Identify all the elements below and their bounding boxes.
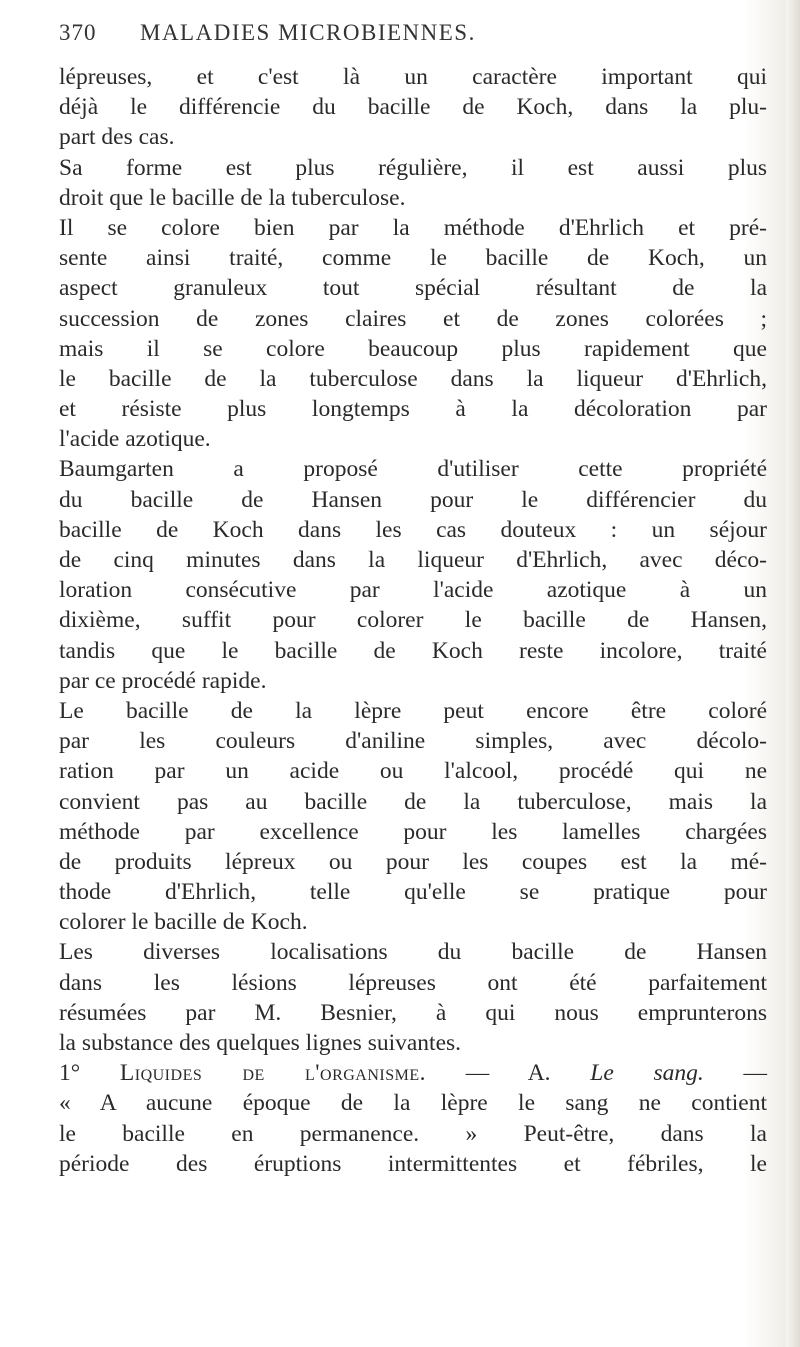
text-line: sente ainsi traité, comme le bacille de Koch, un (59, 245, 767, 272)
text-line: tandis que le bacille de Koch reste incolore, traité (59, 637, 767, 664)
text-line: déjà le différencie du bacille de Koch, dans la plu- (59, 94, 767, 121)
text-line: de produits lépreux ou pour les coupes est la mé- (59, 848, 767, 875)
text-line: par ce procédé rapide. (59, 667, 267, 694)
text-line: Sa forme est plus régulière, il est aussi plus (59, 154, 767, 181)
text-line: convient pas au bacille de la tuberculose, mais la (59, 788, 767, 815)
section-heading-line (59, 1058, 767, 1088)
section-number: 1° (59, 1060, 81, 1087)
text-line: « A aucune époque de la lèpre le sang ne contient (59, 1090, 767, 1117)
text-line: thode d'Ehrlich, telle qu'elle se pratique pour (59, 879, 767, 906)
text-line: le bacille de la tuberculose dans la liqueur d'Ehrlich, (59, 365, 767, 392)
subsection-letter: A. (527, 1060, 551, 1087)
subsection-title: Le sang. (590, 1060, 704, 1087)
text-line: le bacille en permanence. » Peut-être, dans la (59, 1120, 767, 1147)
text-line: mais il se colore beaucoup plus rapidement que (59, 335, 767, 362)
text-line: aspect granuleux tout spécial résultant de la (59, 275, 767, 302)
text-line: colorer le bacille de Koch. (59, 909, 308, 936)
text-line: Il se colore bien par la méthode d'Ehrlich et pré- (59, 214, 767, 241)
text-line: part des cas. (59, 124, 175, 151)
section-dash-1: — (465, 1060, 490, 1087)
text-line: Le bacille de la lèpre peut encore être coloré (59, 697, 767, 724)
running-title: MALADIES MICROBIENNES. (140, 20, 476, 45)
text-line: ration par un acide ou l'alcool, procédé qui ne (59, 758, 767, 785)
text-line: l'acide azotique. (59, 426, 211, 453)
text-line: la substance des quelques lignes suivantes. (59, 1030, 462, 1056)
section-dash-2: — (743, 1060, 768, 1087)
text-line: dans les lésions lépreuses ont été parfaitement (59, 969, 767, 996)
text-line: période des éruptions intermittentes et fébriles, le (59, 1150, 767, 1177)
text-line: du bacille de Hansen pour le différencier du (59, 486, 767, 513)
text-line: lépreuses, et c'est là un caractère important qui (59, 64, 767, 90)
text-line: succession de zones claires et de zones colorées ; (59, 305, 767, 332)
text-line: loration consécutive par l'acide azotique à un (59, 577, 767, 604)
final-paragraph-lines (59, 1088, 767, 1179)
page-edge-shadow (786, 0, 800, 1347)
text-line: dixième, suffit pour colorer le bacille de Hansen, (59, 607, 767, 634)
text-line: bacille de Koch dans les cas douteux : un séjour (59, 516, 767, 543)
text-line: par les couleurs d'aniline simples, avec décolo- (59, 728, 767, 755)
text-line: et résiste plus longtemps à la décoloration par (59, 396, 767, 423)
text-line: méthode par excellence pour les lamelles chargées (59, 818, 767, 845)
page-number: 370 (59, 20, 97, 45)
paragraph-lines (59, 62, 767, 1058)
page-header (59, 20, 759, 50)
text-line: droit que le bacille de la tuberculose. (59, 184, 406, 211)
text-line: Les diverses localisations du bacille de Hansen (59, 939, 767, 966)
text-line: Baumgarten a proposé d'utiliser cette propriété (59, 456, 767, 483)
body-text (59, 62, 767, 1179)
section-heading: Liquides de l'organisme. (119, 1060, 427, 1087)
text-line: résumées par M. Besnier, à qui nous emprunterons (59, 999, 767, 1026)
text-line: de cinq minutes dans la liqueur d'Ehrlich, avec déco- (59, 547, 767, 573)
